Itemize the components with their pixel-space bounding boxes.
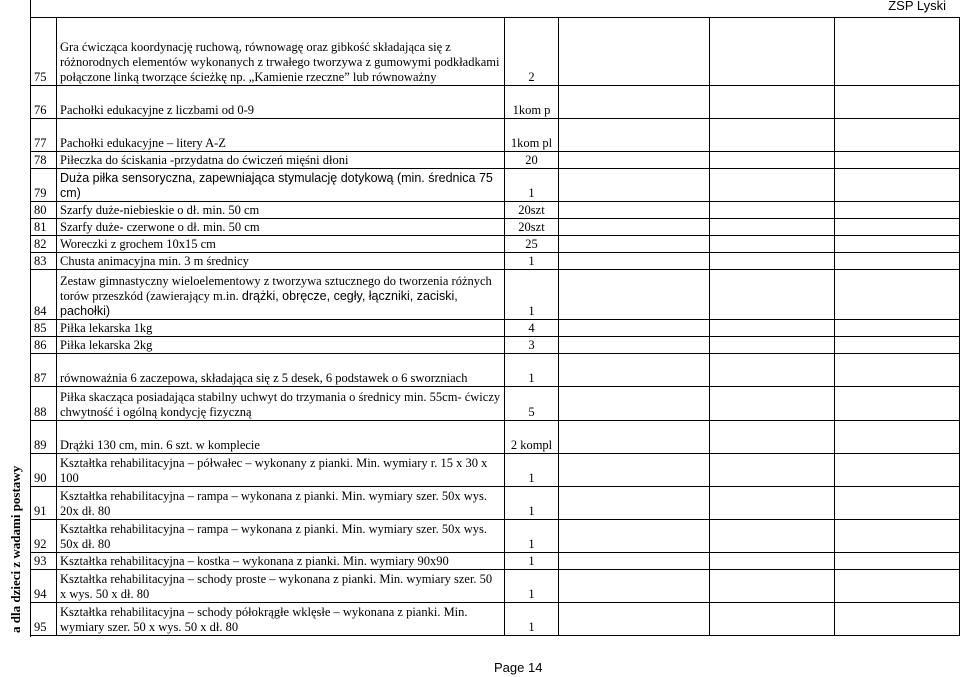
- item-number: 95: [31, 603, 57, 636]
- empty-cell: [835, 570, 960, 603]
- item-quantity: 1: [505, 253, 559, 270]
- empty-cell: [559, 320, 710, 337]
- item-number: 89: [31, 421, 57, 454]
- table-row: [31, 219, 960, 236]
- item-description: Pachołki edukacyjne z liczbami od 0-9: [57, 86, 505, 119]
- item-quantity: 1: [505, 270, 559, 320]
- item-quantity: 3: [505, 337, 559, 354]
- item-description: Piłka lekarska 1kg: [57, 320, 505, 337]
- empty-cell: [710, 169, 835, 202]
- item-quantity: 5: [505, 387, 559, 421]
- item-number: 85: [31, 320, 57, 337]
- empty-cell: [710, 337, 835, 354]
- table-row: [31, 387, 960, 421]
- empty-cell: [559, 236, 710, 253]
- empty-cell: [559, 219, 710, 236]
- item-number: 84: [31, 270, 57, 320]
- empty-cell: [835, 337, 960, 354]
- table-row: [31, 202, 960, 219]
- organization-name: ZSP Lyski: [888, 0, 946, 13]
- item-number: 79: [31, 169, 57, 202]
- table-row: [31, 603, 960, 636]
- item-quantity: 1: [505, 520, 559, 553]
- empty-cell: [559, 421, 710, 454]
- table-row: [31, 487, 960, 520]
- empty-cell: [835, 553, 960, 570]
- item-description: Kształtka rehabilitacyjna – schody proste – wykonana z pianki. Min. wymiary szer. 50 x wys. 50 x dł. 80: [57, 570, 505, 603]
- item-description: Duża piłka sensoryczna, zapewniająca stymulację dotykową (min. średnica 75 cm): [57, 169, 505, 202]
- empty-cell: [710, 454, 835, 487]
- table-row: [31, 553, 960, 570]
- item-description: Kształtka rehabilitacyjna – rampa – wykonana z pianki. Min. wymiary szer. 50x wys. 50x dł. 80: [57, 520, 505, 553]
- empty-cell: [559, 354, 710, 387]
- empty-cell: [835, 270, 960, 320]
- empty-cell: [559, 487, 710, 520]
- table-row: [31, 570, 960, 603]
- empty-cell: [835, 169, 960, 202]
- table-row: [31, 454, 960, 487]
- item-quantity: 1: [505, 603, 559, 636]
- table-row: [31, 119, 960, 152]
- empty-cell: [559, 119, 710, 152]
- item-description-part: Zestaw gimnastyczny wieloelementowy z tworzywa sztucznego do tworzenia różnych torów przeszkód (zawierający m.in.: [60, 274, 492, 303]
- table-row: [31, 86, 960, 119]
- item-number: 80: [31, 202, 57, 219]
- item-description: Szarfy duże- czerwone o dł. min. 50 cm: [57, 219, 505, 236]
- empty-cell: [710, 487, 835, 520]
- empty-cell: [559, 253, 710, 270]
- empty-cell: [559, 520, 710, 553]
- empty-cell: [710, 320, 835, 337]
- empty-cell: [710, 520, 835, 553]
- empty-cell: [710, 421, 835, 454]
- empty-cell: [559, 169, 710, 202]
- item-number: 77: [31, 119, 57, 152]
- empty-cell: [710, 553, 835, 570]
- item-quantity: 1: [505, 454, 559, 487]
- item-number: 94: [31, 570, 57, 603]
- empty-cell: [559, 603, 710, 636]
- empty-cell: [835, 387, 960, 421]
- item-number: 76: [31, 86, 57, 119]
- item-description: Piłka skacząca posiadająca stabilny uchwyt do trzymania o średnicy min. 55cm- ćwiczy chwytność i ogólną kondycję fizyczną: [57, 387, 505, 421]
- empty-cell: [835, 236, 960, 253]
- item-number: 88: [31, 387, 57, 421]
- empty-cell: [559, 454, 710, 487]
- table-row: [31, 253, 960, 270]
- item-description: Pachołki edukacyjne – litery A-Z: [57, 119, 505, 152]
- empty-cell: [710, 219, 835, 236]
- item-description: Gra ćwicząca koordynację ruchową, równowagę oraz gibkość składająca się z różnorodnych elementów wykonanych z trwałego tworzywa z gumowymi podkładkami połączone linką tworzące ścieżkę np. „Kamienie rzeczne” lub równoważny: [57, 18, 505, 86]
- empty-cell: [710, 119, 835, 152]
- table-row: [31, 270, 960, 320]
- item-number: 86: [31, 337, 57, 354]
- empty-cell: [835, 454, 960, 487]
- item-description: Drążki 130 cm, min. 6 szt. w komplecie: [57, 421, 505, 454]
- item-description: Woreczki z grochem 10x15 cm: [57, 236, 505, 253]
- empty-cell: [835, 421, 960, 454]
- item-quantity: 1kom p: [505, 86, 559, 119]
- empty-cell: [835, 354, 960, 387]
- empty-cell: [710, 253, 835, 270]
- empty-cell: [559, 202, 710, 219]
- empty-cell: [710, 570, 835, 603]
- equipment-table: [30, 17, 960, 636]
- empty-cell: [835, 487, 960, 520]
- empty-cell: [710, 202, 835, 219]
- table-row: [31, 152, 960, 169]
- item-quantity: 1kom pl: [505, 119, 559, 152]
- item-description: równoważnia 6 zaczepowa, składająca się z 5 desek, 6 podstawek o 6 sworzniach: [57, 354, 505, 387]
- item-quantity: 1: [505, 570, 559, 603]
- empty-cell: [710, 86, 835, 119]
- empty-cell: [835, 219, 960, 236]
- empty-cell: [710, 236, 835, 253]
- item-quantity: 20szt: [505, 219, 559, 236]
- empty-cell: [710, 18, 835, 86]
- empty-cell: [835, 253, 960, 270]
- item-quantity: 1: [505, 169, 559, 202]
- item-quantity: 25: [505, 236, 559, 253]
- table-row: [31, 520, 960, 553]
- item-quantity: 4: [505, 320, 559, 337]
- item-quantity: 2: [505, 18, 559, 86]
- empty-cell: [710, 603, 835, 636]
- empty-cell: [559, 570, 710, 603]
- side-category-label: a dla dzieci z wadami postawy: [8, 465, 23, 633]
- item-quantity: 1: [505, 487, 559, 520]
- empty-cell: [835, 18, 960, 86]
- empty-cell: [710, 152, 835, 169]
- empty-cell: [559, 152, 710, 169]
- empty-cell: [710, 387, 835, 421]
- item-number: 82: [31, 236, 57, 253]
- empty-cell: [559, 270, 710, 320]
- item-description: [57, 270, 505, 320]
- item-description: Kształtka rehabilitacyjna – rampa – wykonana z pianki. Min. wymiary szer. 50x wys. 20x dł. 80: [57, 487, 505, 520]
- empty-cell: [559, 387, 710, 421]
- table-row: [31, 337, 960, 354]
- item-quantity: 20szt: [505, 202, 559, 219]
- empty-cell: [559, 553, 710, 570]
- item-description: Kształtka rehabilitacyjna – schody półokrągłe wklęsłe – wykonana z pianki. Min. wymiary szer. 50 x wys. 50 x dł. 80: [57, 603, 505, 636]
- item-quantity: 1: [505, 553, 559, 570]
- table-row: [31, 320, 960, 337]
- item-description: Szarfy duże-niebieskie o dł. min. 50 cm: [57, 202, 505, 219]
- item-number: 81: [31, 219, 57, 236]
- table-row: [31, 354, 960, 387]
- item-number: 91: [31, 487, 57, 520]
- page-number: Page 14: [494, 660, 543, 675]
- item-number: 78: [31, 152, 57, 169]
- empty-cell: [559, 18, 710, 86]
- item-description: Kształtka rehabilitacyjna – półwałec – wykonany z pianki. Min. wymiary r. 15 x 30 x 100: [57, 454, 505, 487]
- item-description: Piłka lekarska 2kg: [57, 337, 505, 354]
- table-row: [31, 421, 960, 454]
- item-number: 92: [31, 520, 57, 553]
- item-description: Piłeczka do ściskania -przydatna do ćwiczeń mięśni dłoni: [57, 152, 505, 169]
- table-row: [31, 169, 960, 202]
- item-number: 87: [31, 354, 57, 387]
- empty-cell: [559, 337, 710, 354]
- empty-cell: [835, 520, 960, 553]
- table-row: [31, 18, 960, 86]
- item-quantity: 20: [505, 152, 559, 169]
- empty-cell: [559, 86, 710, 119]
- empty-cell: [835, 320, 960, 337]
- item-description-part: drążki, obręcze, cegły, łączniki, zaciski, pachołki): [60, 289, 458, 318]
- item-description: Kształtka rehabilitacyjna – kostka – wykonana z pianki. Min. wymiary 90x90: [57, 553, 505, 570]
- empty-cell: [835, 119, 960, 152]
- item-quantity: 2 kompl: [505, 421, 559, 454]
- empty-cell: [835, 86, 960, 119]
- item-number: 90: [31, 454, 57, 487]
- empty-cell: [710, 354, 835, 387]
- empty-cell: [835, 603, 960, 636]
- empty-cell: [835, 202, 960, 219]
- item-quantity: 1: [505, 354, 559, 387]
- item-number: 83: [31, 253, 57, 270]
- item-number: 93: [31, 553, 57, 570]
- side-category-strip: [0, 0, 31, 637]
- item-description: Chusta animacyjna min. 3 m średnicy: [57, 253, 505, 270]
- empty-cell: [835, 152, 960, 169]
- table-row: [31, 236, 960, 253]
- empty-cell: [710, 270, 835, 320]
- item-number: 75: [31, 18, 57, 86]
